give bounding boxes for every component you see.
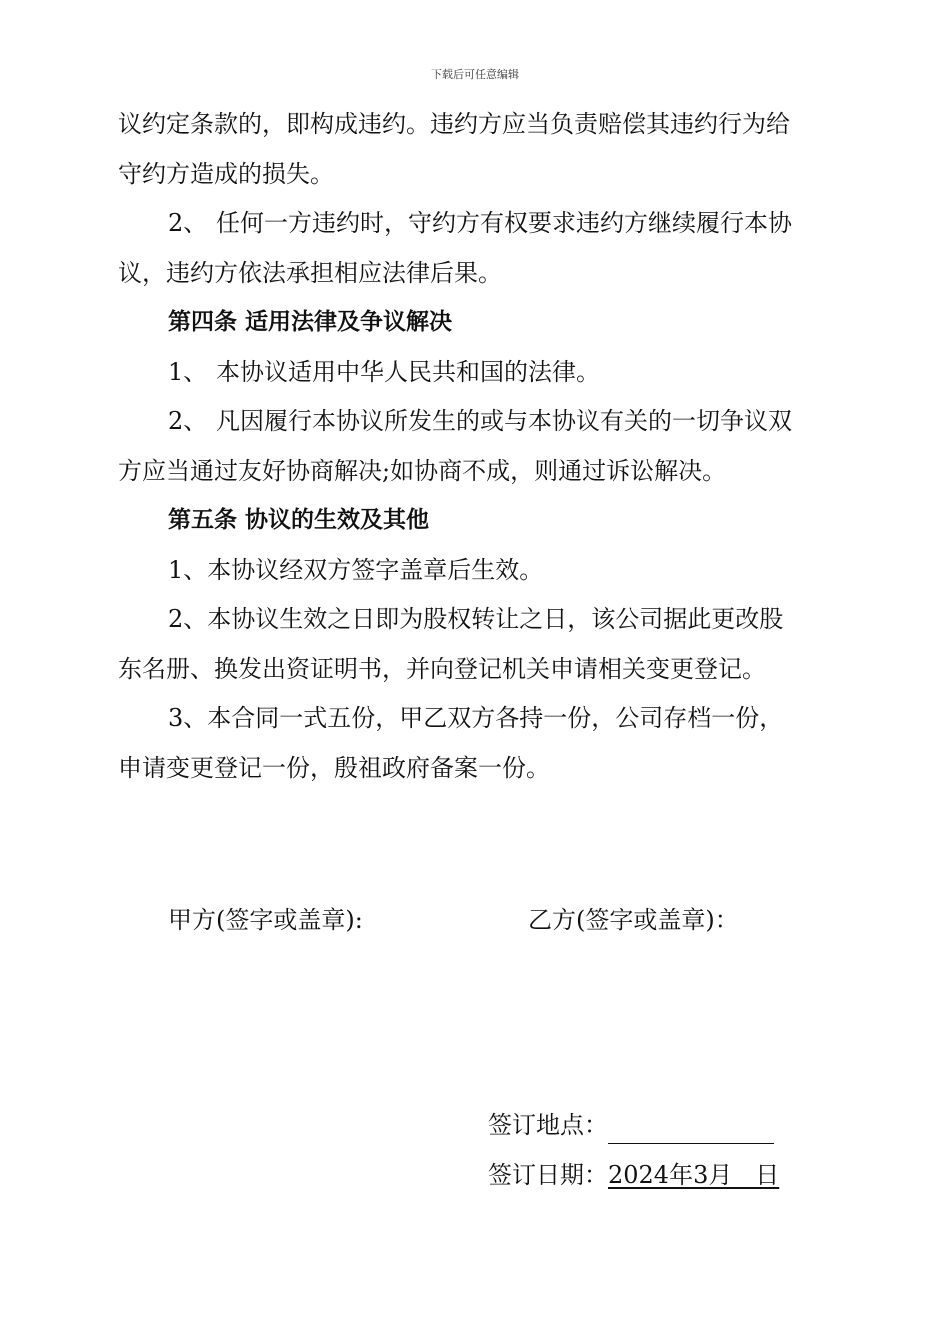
clause-text: 任何一方违约时，守约方有权要求违约方继续履行本协 [216, 209, 792, 237]
signing-place-blank [608, 1119, 774, 1144]
signing-date-value: 2024年3月 日 [608, 1161, 780, 1189]
paragraph-line: 申请变更登记一份，殷祖政府备案一份。 [118, 753, 550, 782]
signing-place-row [488, 1100, 779, 1150]
clause-item: 1、本协议经双方签字盖章后生效。 [168, 555, 544, 584]
paragraph-line: 方应当通过友好协商解决;如协商不成，则通过诉讼解决。 [118, 456, 727, 485]
clause-number: 1、 [168, 357, 208, 386]
clause-number: 2、 [168, 407, 208, 435]
clause-text: 凡因履行本协议所发生的或与本协议有关的一切争议双 [216, 407, 792, 435]
clause-item [118, 348, 832, 398]
header-note: 下载后可任意编辑 [431, 68, 519, 81]
paragraph-line: 东名册、换发出资证明书，并向登记机关申请相关变更登记。 [118, 654, 766, 683]
signing-date-label: 签订日期： [488, 1161, 608, 1189]
clause-text: 本协议适用中华人民共和国的法律。 [216, 357, 600, 386]
paragraph-line: 议，违约方依法承担相应法律后果。 [118, 258, 502, 287]
clause-number: 2、 [168, 209, 208, 237]
article-heading: 第四条 适用法律及争议解决 [168, 309, 453, 335]
party-a-signature-label: 甲方(签字或盖章): [168, 906, 363, 934]
signing-place-label: 签订地点： [488, 1111, 608, 1139]
document-body [118, 100, 832, 793]
clause-item [118, 397, 832, 447]
clause-item: 3、本合同一式五份，甲乙双方各持一份，公司存档一份， [168, 704, 784, 732]
paragraph-line: 议约定条款的，即构成违约。违约方应当负责赔偿其违约行为给 [118, 110, 790, 138]
signing-date-row [488, 1150, 779, 1200]
article-heading: 第五条 协议的生效及其他 [168, 507, 430, 533]
paragraph-line: 守约方造成的损失。 [118, 159, 334, 188]
clause-item [118, 199, 832, 249]
signing-info [488, 1100, 779, 1200]
clause-item: 2、本协议生效之日即为股权转让之日，该公司据此更改股 [168, 605, 784, 633]
party-b-signature-label: 乙方(签字或盖章)： [528, 906, 739, 934]
